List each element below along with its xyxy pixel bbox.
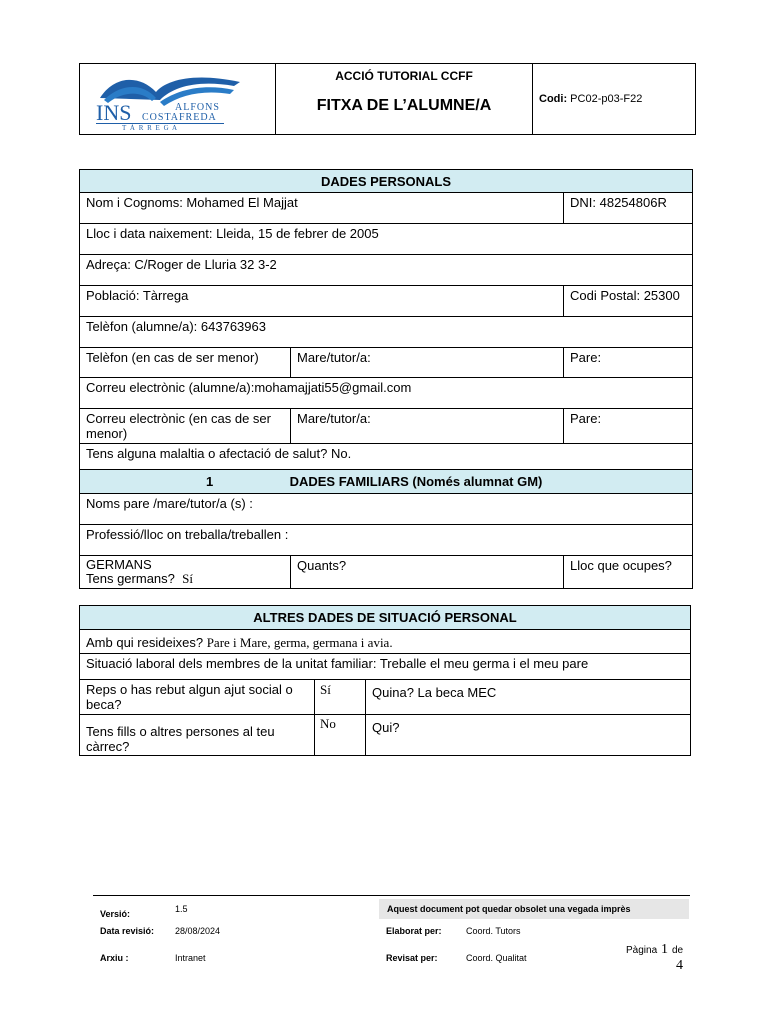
checked-by-value: Coord. Qualitat [466, 953, 527, 963]
family-number: 1 [205, 474, 214, 489]
aid-answer: Sí [315, 680, 366, 715]
code-label: Codi: [539, 93, 568, 105]
siblings-label: GERMANS [86, 557, 152, 572]
postal-field: Codi Postal: 25300 [564, 286, 693, 317]
document-footer [93, 895, 690, 976]
health-field: Tens alguna malaltia o afectació de salut? No. [80, 444, 693, 470]
father-email-field: Pare: [564, 409, 693, 444]
dependents-answer: No [315, 715, 366, 756]
siblings-field [80, 556, 291, 589]
live-with-question: Amb qui resideixes? [86, 635, 204, 650]
logo-alfons-text: ALFONS [175, 102, 220, 113]
other-heading: ALTRES DADES DE SITUACIÓ PERSONAL [80, 606, 691, 630]
family-title: DADES FAMILIARS (Només alumnat GM) [289, 474, 543, 489]
how-many-field: Quants? [291, 556, 564, 589]
checked-by-label: Revisat per: [386, 953, 438, 963]
version-value: 1.5 [175, 904, 188, 914]
document-title: FITXA DE L’ALUMNE/A [316, 97, 492, 114]
version-label: Versió: [100, 909, 131, 919]
sibling-position-field: Lloc que ocupes? [564, 556, 693, 589]
made-by-label: Elaborat per: [386, 926, 442, 936]
name-field: Nom i Cognoms: Mohamed El Majjat [80, 193, 564, 224]
personal-heading: DADES PERSONALS [80, 170, 693, 193]
birth-field: Lloc i data naixement: Lleida, 15 de febrer de 2005 [80, 224, 693, 255]
parents-field: Noms pare /mare/tutor/a (s) : [80, 494, 693, 525]
siblings-question: Tens germans? [86, 571, 175, 586]
live-with-answer: Pare i Mare, germa, germana i avia. [206, 635, 393, 650]
other-data-table [79, 605, 691, 756]
personal-data-table [79, 169, 693, 589]
siblings-answer: Sí [182, 571, 193, 586]
obsolete-notice: Aquest document pot quedar obsolet una vegada imprès [379, 899, 689, 919]
revision-label: Data revisió: [100, 926, 155, 936]
made-by-value: Coord. Tutors [466, 926, 521, 936]
mother-phone-field: Mare/tutor/a: [291, 348, 564, 378]
father-phone-field: Pare: [564, 348, 693, 378]
logo-ins-text: INS [96, 100, 132, 125]
code-value: PC02-p03-F22 [570, 93, 643, 105]
page-total: 4 [676, 958, 683, 973]
document-subtitle: ACCIÓ TUTORIAL CCFF [335, 69, 473, 83]
town-field: Població: Tàrrega [80, 286, 564, 317]
school-logo [80, 64, 275, 134]
aid-question: Reps o has rebut algun ajut social o beca? [80, 680, 315, 715]
file-label: Arxiu : [100, 953, 129, 963]
revision-value: 28/08/2024 [175, 926, 221, 936]
logo-tarrega-text: T À R R E G A [122, 124, 179, 132]
job-field: Professió/lloc on treballa/treballen : [80, 525, 693, 556]
logo-cell [80, 64, 276, 135]
document-header [79, 63, 696, 135]
phone-minor-field: Telèfon (en cas de ser menor) [80, 348, 291, 378]
mother-email-field: Mare/tutor/a: [291, 409, 564, 444]
dependents-question: Tens fills o altres persones al teu càrrec? [80, 715, 315, 756]
page-number: 1 [661, 942, 668, 957]
dependents-who-field: Qui? [366, 715, 691, 756]
address-field: Adreça: C/Roger de Lluria 32 3-2 [80, 255, 693, 286]
file-value: Intranet [175, 953, 206, 963]
dni-field: DNI: 48254806R [564, 193, 693, 224]
code-cell [533, 64, 696, 135]
live-with-field [80, 630, 691, 654]
family-heading [80, 470, 693, 494]
page-of: de [672, 945, 684, 956]
phone-field: Telèfon (alumne/a): 643763963 [80, 317, 693, 348]
work-situation-field: Situació laboral dels membres de la unitat familiar: Treballe el meu germa i el meu pare [80, 654, 691, 680]
email-minor-field: Correu electrònic (en cas de ser menor) [80, 409, 291, 444]
page-label: Pàgina [626, 945, 658, 956]
aid-which-field: Quina? La beca MEC [366, 680, 691, 715]
email-field: Correu electrònic (alumne/a):mohamajjati55@gmail.com [80, 378, 693, 409]
logo-costafreda-text: COSTAFREDA [142, 112, 217, 123]
title-cell [276, 64, 533, 135]
